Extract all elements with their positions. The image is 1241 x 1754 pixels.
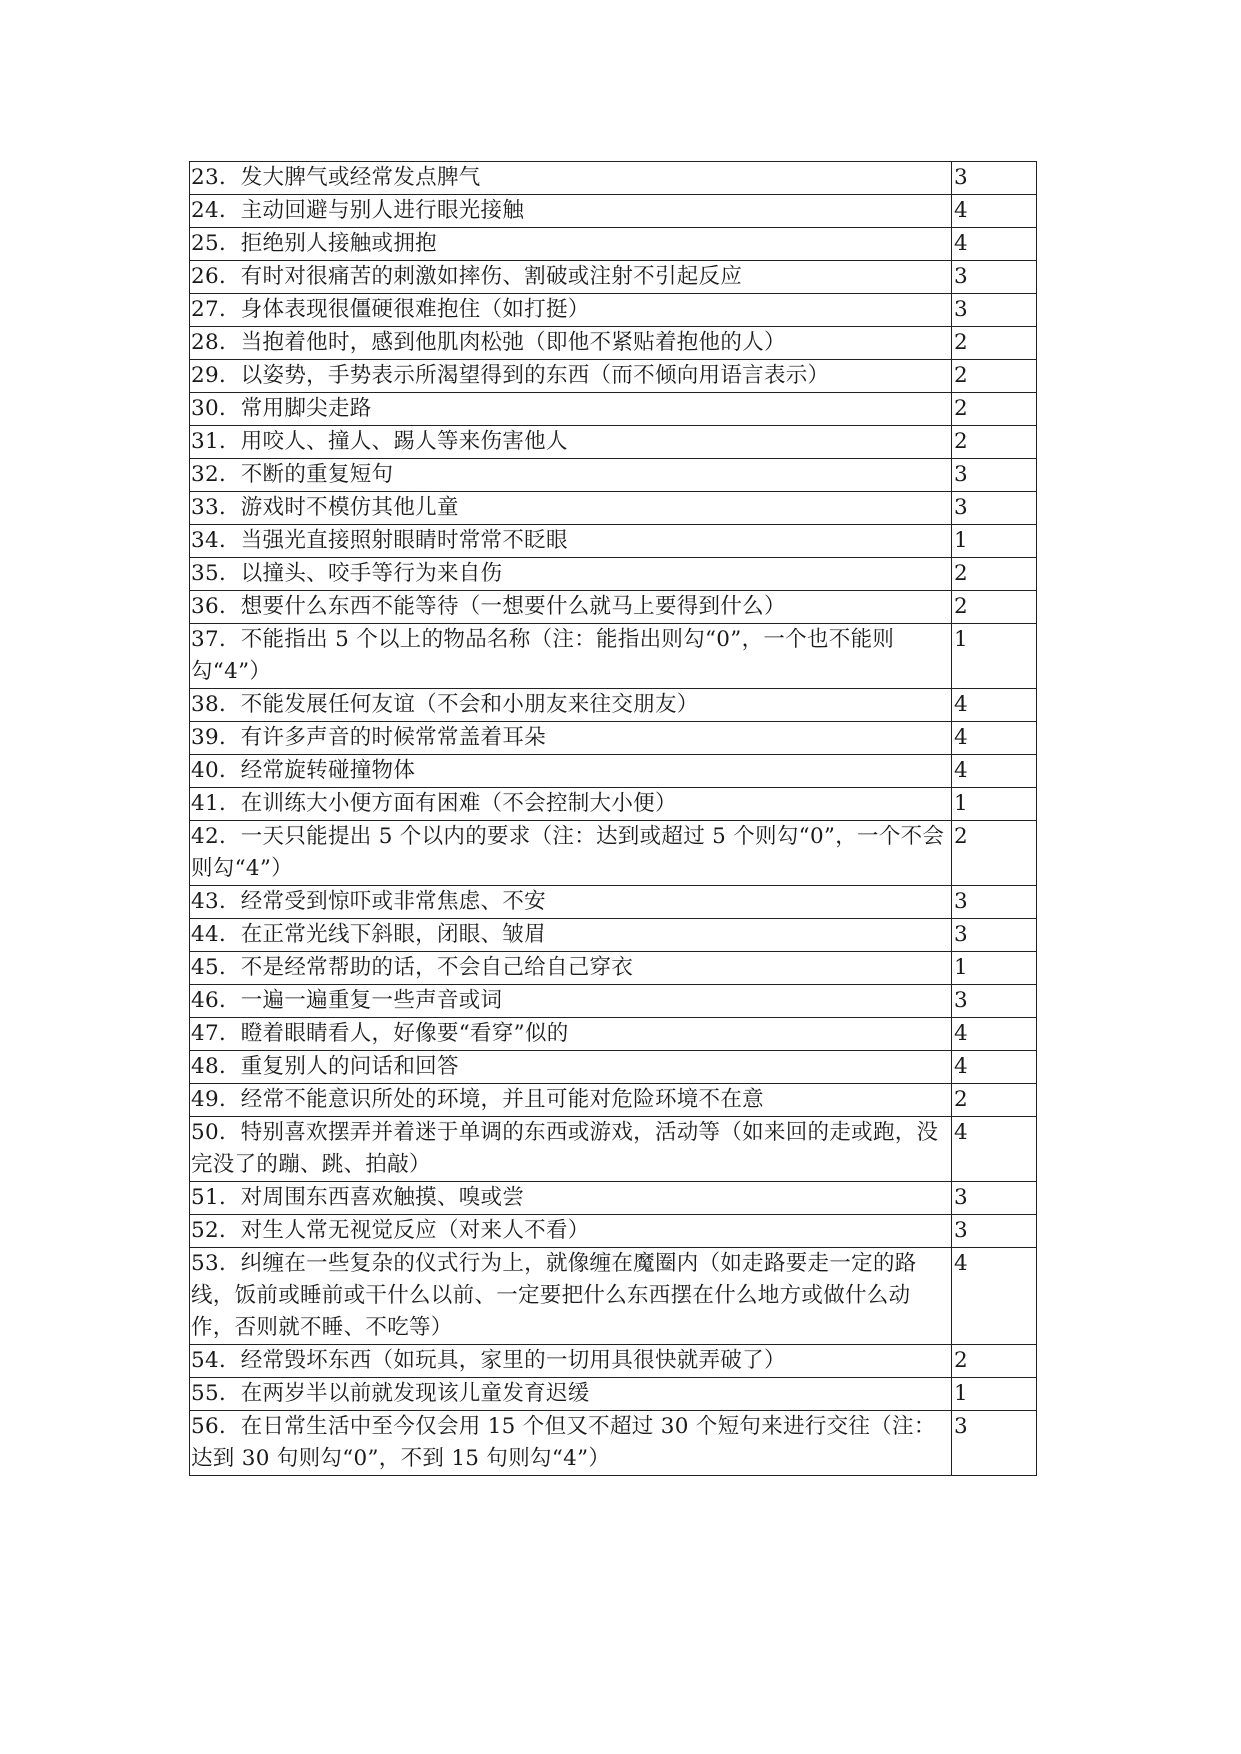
item-question-cell: 27．身体表现很僵硬很难抱住（如打挺）: [190, 294, 952, 327]
item-question-cell: 48．重复别人的问话和回答: [190, 1051, 952, 1084]
item-score-cell: 4: [952, 689, 1037, 722]
item-score-cell: 4: [952, 195, 1037, 228]
item-score-cell: 4: [952, 1248, 1037, 1345]
table-row: [190, 525, 1037, 558]
item-score-cell: 4: [952, 228, 1037, 261]
item-question-cell: 28．当抱着他时，感到他肌肉松弛（即他不紧贴着抱他的人）: [190, 327, 952, 360]
item-question-cell: 37．不能指出 5 个以上的物品名称（注：能指出则勾“0”，一个也不能则勾“4”）: [190, 624, 952, 689]
item-question-cell: 33．游戏时不模仿其他儿童: [190, 492, 952, 525]
item-question-cell: 34．当强光直接照射眼睛时常常不眨眼: [190, 525, 952, 558]
item-score-cell: 3: [952, 294, 1037, 327]
item-score-cell: 1: [952, 788, 1037, 821]
table-row: [190, 821, 1037, 886]
item-question-cell: 54．经常毁坏东西（如玩具，家里的一切用具很快就弄破了）: [190, 1345, 952, 1378]
table-row: [190, 360, 1037, 393]
table-row: [190, 459, 1037, 492]
table-row: [190, 1378, 1037, 1411]
table-row: [190, 393, 1037, 426]
item-score-cell: 2: [952, 393, 1037, 426]
item-score-cell: 3: [952, 886, 1037, 919]
table-row: [190, 1018, 1037, 1051]
item-question-cell: 42．一天只能提出 5 个以内的要求（注：达到或超过 5 个则勾“0”，一个不会则勾“4”）: [190, 821, 952, 886]
table-row: [190, 1215, 1037, 1248]
item-question-cell: 29．以姿势，手势表示所渴望得到的东西（而不倾向用语言表示）: [190, 360, 952, 393]
table-row: [190, 1051, 1037, 1084]
item-question-cell: 38．不能发展任何友谊（不会和小朋友来往交朋友）: [190, 689, 952, 722]
table-row: [190, 261, 1037, 294]
item-score-cell: 3: [952, 261, 1037, 294]
item-question-cell: 35．以撞头、咬手等行为来自伤: [190, 558, 952, 591]
table-row: [190, 1084, 1037, 1117]
item-score-cell: 4: [952, 755, 1037, 788]
table-row: [190, 327, 1037, 360]
item-question-cell: 52．对生人常无视觉反应（对来人不看）: [190, 1215, 952, 1248]
item-question-cell: 51．对周围东西喜欢触摸、嗅或尝: [190, 1182, 952, 1215]
table-row: [190, 985, 1037, 1018]
table-row: [190, 294, 1037, 327]
item-question-cell: 39．有许多声音的时候常常盖着耳朵: [190, 722, 952, 755]
table-row: [190, 919, 1037, 952]
table-row: [190, 1117, 1037, 1182]
item-score-cell: 2: [952, 327, 1037, 360]
item-score-cell: 3: [952, 1411, 1037, 1476]
item-question-cell: 25．拒绝别人接触或拥抱: [190, 228, 952, 261]
item-question-cell: 49．经常不能意识所处的环境，并且可能对危险环境不在意: [190, 1084, 952, 1117]
item-score-cell: 2: [952, 360, 1037, 393]
item-question-cell: 43．经常受到惊吓或非常焦虑、不安: [190, 886, 952, 919]
table-row: [190, 1182, 1037, 1215]
item-score-cell: 3: [952, 1215, 1037, 1248]
table-row: [190, 1345, 1037, 1378]
item-question-cell: 44．在正常光线下斜眼，闭眼、皱眉: [190, 919, 952, 952]
item-score-cell: 2: [952, 1084, 1037, 1117]
table-row: [190, 689, 1037, 722]
item-score-cell: 2: [952, 821, 1037, 886]
item-score-cell: 1: [952, 952, 1037, 985]
item-score-cell: 3: [952, 1182, 1037, 1215]
document-page: [189, 161, 1034, 1476]
table-row: [190, 755, 1037, 788]
item-score-cell: 3: [952, 459, 1037, 492]
item-score-cell: 2: [952, 426, 1037, 459]
item-question-cell: 53．纠缠在一些复杂的仪式行为上，就像缠在魔圈内（如走路要走一定的路线，饭前或睡前或干什么以前、一定要把什么东西摆在什么地方或做什么动作，否则就不睡、不吃等）: [190, 1248, 952, 1345]
table-row: [190, 492, 1037, 525]
questionnaire-table: [189, 161, 1037, 1476]
item-question-cell: 41．在训练大小便方面有困难（不会控制大小便）: [190, 788, 952, 821]
table-row: [190, 195, 1037, 228]
item-question-cell: 31．用咬人、撞人、踢人等来伤害他人: [190, 426, 952, 459]
item-question-cell: 23．发大脾气或经常发点脾气: [190, 162, 952, 195]
table-row: [190, 886, 1037, 919]
table-row: [190, 788, 1037, 821]
item-score-cell: 3: [952, 162, 1037, 195]
item-score-cell: 4: [952, 722, 1037, 755]
item-score-cell: 1: [952, 525, 1037, 558]
item-question-cell: 55．在两岁半以前就发现该儿童发育迟缓: [190, 1378, 952, 1411]
item-question-cell: 40．经常旋转碰撞物体: [190, 755, 952, 788]
item-score-cell: 4: [952, 1117, 1037, 1182]
item-score-cell: 2: [952, 591, 1037, 624]
table-row: [190, 1411, 1037, 1476]
table-row: [190, 228, 1037, 261]
table-row: [190, 558, 1037, 591]
item-question-cell: 24．主动回避与别人进行眼光接触: [190, 195, 952, 228]
item-question-cell: 45．不是经常帮助的话，不会自己给自己穿衣: [190, 952, 952, 985]
item-question-cell: 56．在日常生活中至今仅会用 15 个但又不超过 30 个短句来进行交往（注：达到 30 句则勾“0”，不到 15 句则勾“4”）: [190, 1411, 952, 1476]
item-score-cell: 3: [952, 492, 1037, 525]
item-score-cell: 2: [952, 558, 1037, 591]
table-row: [190, 426, 1037, 459]
table-row: [190, 1248, 1037, 1345]
item-question-cell: 26．有时对很痛苦的刺激如摔伤、割破或注射不引起反应: [190, 261, 952, 294]
item-score-cell: 1: [952, 1378, 1037, 1411]
item-score-cell: 1: [952, 624, 1037, 689]
item-score-cell: 4: [952, 1051, 1037, 1084]
table-row: [190, 722, 1037, 755]
table-body: [190, 162, 1037, 1476]
item-score-cell: 3: [952, 985, 1037, 1018]
item-question-cell: 32．不断的重复短句: [190, 459, 952, 492]
item-question-cell: 50．特别喜欢摆弄并着迷于单调的东西或游戏，活动等（如来回的走或跑，没完没了的蹦、跳、拍敲）: [190, 1117, 952, 1182]
item-score-cell: 4: [952, 1018, 1037, 1051]
table-row: [190, 162, 1037, 195]
item-score-cell: 2: [952, 1345, 1037, 1378]
item-question-cell: 30．常用脚尖走路: [190, 393, 952, 426]
item-question-cell: 46．一遍一遍重复一些声音或词: [190, 985, 952, 1018]
item-question-cell: 36．想要什么东西不能等待（一想要什么就马上要得到什么）: [190, 591, 952, 624]
table-row: [190, 952, 1037, 985]
table-row: [190, 624, 1037, 689]
table-row: [190, 591, 1037, 624]
item-question-cell: 47．瞪着眼睛看人，好像要“看穿”似的: [190, 1018, 952, 1051]
item-score-cell: 3: [952, 919, 1037, 952]
